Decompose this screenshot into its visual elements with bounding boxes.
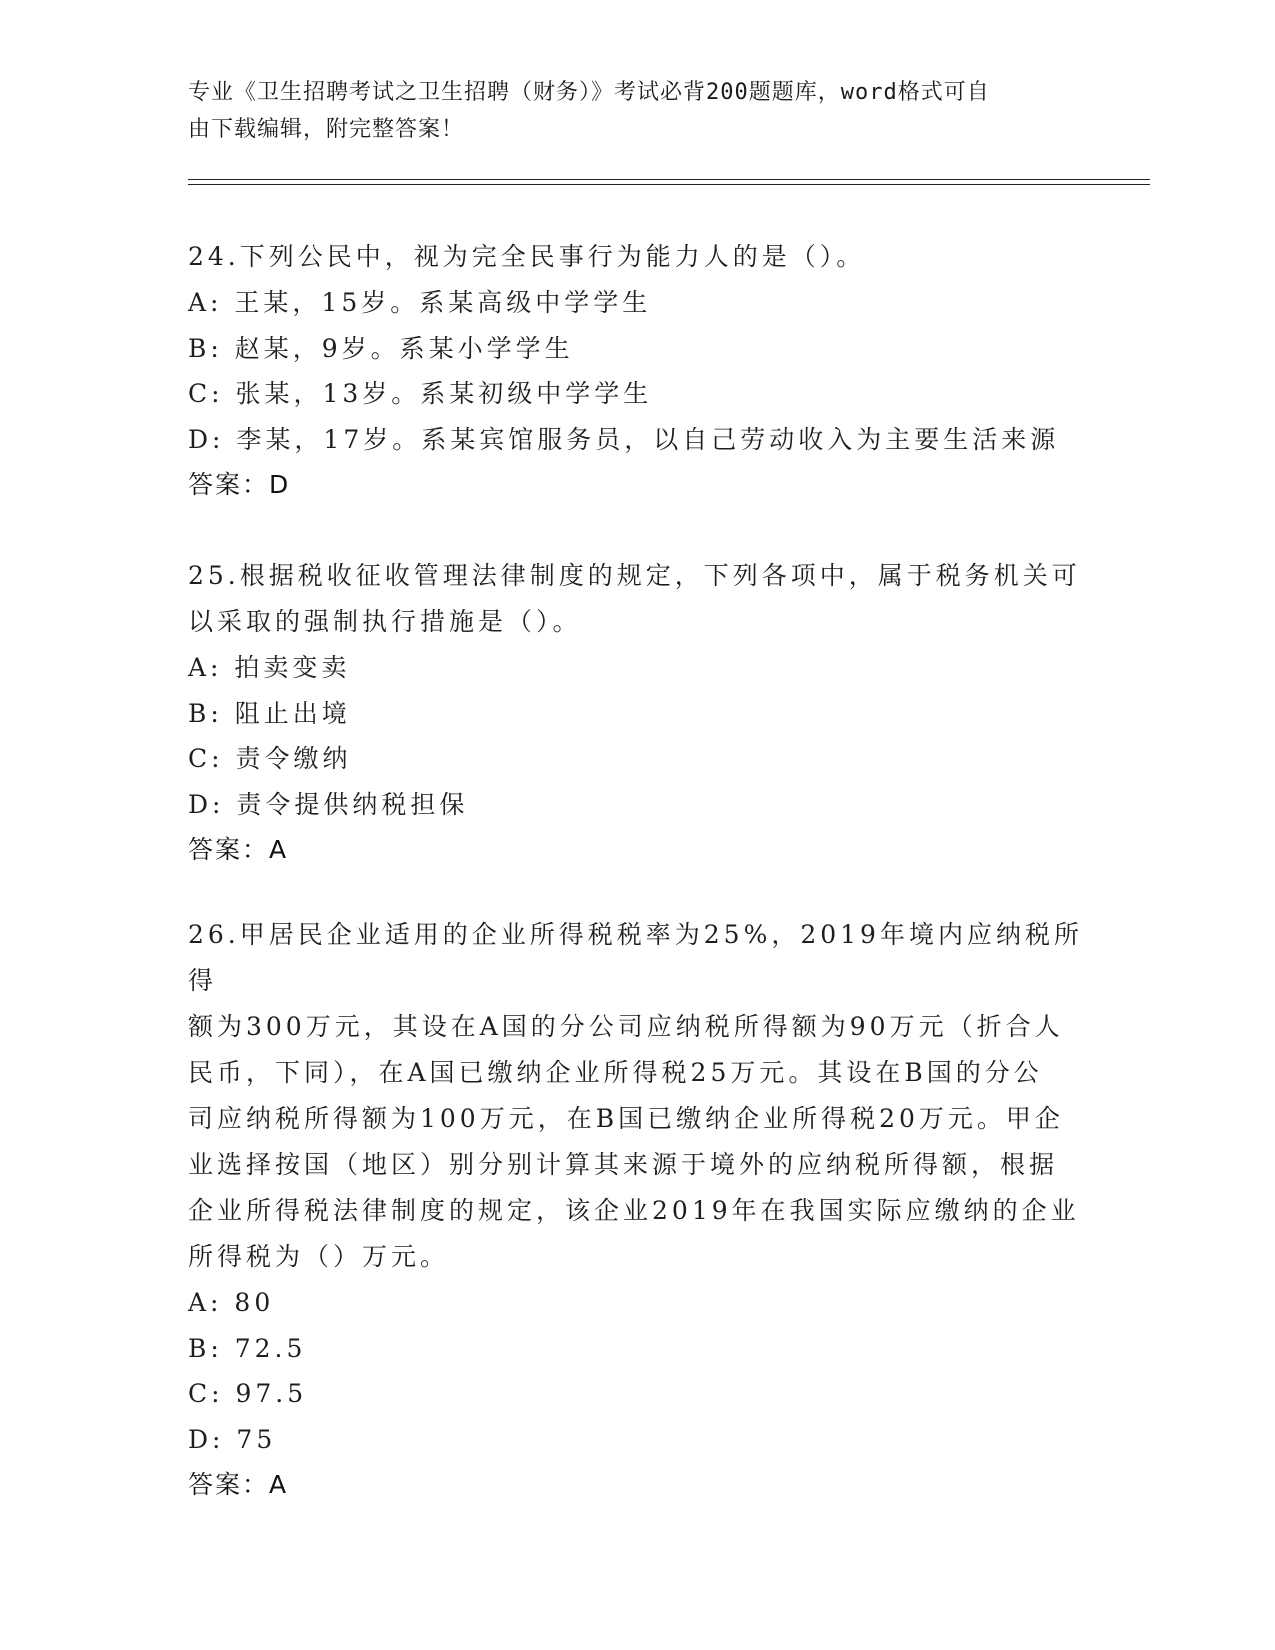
option-a: A: 80 xyxy=(188,1288,275,1317)
option-c: C: 责令缴纳 xyxy=(188,744,352,773)
option-d: D: 李某，17岁。系某宾馆服务员，以自己劳动收入为主要生活来源 xyxy=(188,424,1060,454)
option-d: D: 责令提供纳税担保 xyxy=(188,789,469,819)
question-stem-line-1: 26.甲居民企业适用的企业所得税税率为25%，2019年境内应纳税所得 xyxy=(188,920,1083,995)
question-25 xyxy=(188,553,1088,873)
document-header xyxy=(188,74,1068,148)
question-24 xyxy=(188,234,1088,508)
header-divider-bottom xyxy=(188,184,1150,185)
option-c: C: 97.5 xyxy=(188,1379,308,1408)
question-stem-line-3: 民币，下同），在A国已缴纳企业所得税25万元。其设在B国的分公 xyxy=(188,1058,1043,1087)
question-stem-line-7: 所得税为（）万元。 xyxy=(188,1242,450,1271)
option-b: B: 阻止出境 xyxy=(188,698,351,728)
header-line-1: 专业《卫生招聘考试之卫生招聘（财务）》考试必背200题题库，word格式可自 xyxy=(188,80,990,105)
answer: 答案：A xyxy=(188,1470,289,1499)
question-stem-line-2: 额为300万元，其设在A国的分公司应纳税所得额为90万元（折合人 xyxy=(188,1012,1064,1041)
answer: 答案：D xyxy=(188,470,291,499)
question-stem-line-4: 司应纳税所得额为100万元，在B国已缴纳企业所得税20万元。甲企 xyxy=(188,1104,1064,1133)
answer: 答案：A xyxy=(188,835,289,864)
option-a: A: 王某，15岁。系某高级中学学生 xyxy=(188,288,652,317)
option-c: C: 张某，13岁。系某初级中学学生 xyxy=(188,379,653,408)
question-stem: 24.下列公民中，视为完全民事行为能力人的是（）。 xyxy=(188,242,866,271)
option-d: D: 75 xyxy=(188,1424,277,1454)
question-stem-line-2: 以采取的强制执行措施是（）。 xyxy=(188,607,582,636)
option-b: B: 赵某，9岁。系某小学学生 xyxy=(188,333,574,363)
question-stem-line-1: 25.根据税收征收管理法律制度的规定，下列各项中，属于税务机关可 xyxy=(188,561,1081,590)
question-26 xyxy=(188,912,1088,1508)
header-divider-top xyxy=(188,179,1150,180)
option-b: B: 72.5 xyxy=(188,1333,307,1363)
header-line-2: 由下载编辑，附完整答案！ xyxy=(188,117,465,142)
question-stem-line-5: 业选择按国（地区）别分别计算其来源于境外的应纳税所得额，根据 xyxy=(188,1150,1059,1179)
option-a: A: 拍卖变卖 xyxy=(188,653,351,682)
question-stem-line-6: 企业所得税法律制度的规定，该企业2019年在我国实际应缴纳的企业 xyxy=(188,1196,1080,1225)
